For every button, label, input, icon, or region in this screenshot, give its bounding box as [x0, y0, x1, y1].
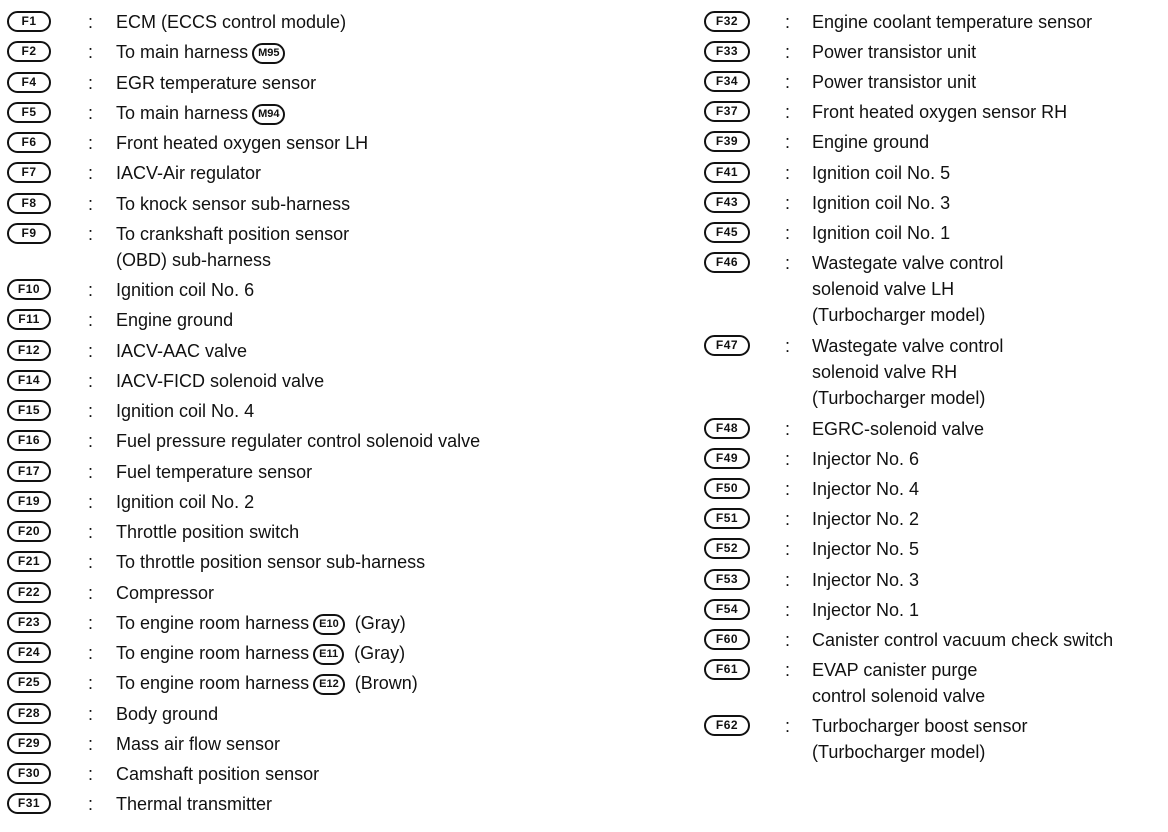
connector-description: [812, 9, 1092, 35]
connector-description: [812, 333, 1003, 411]
description-text: Ignition coil No. 3: [812, 192, 951, 213]
description-text: Injector No. 1: [812, 599, 920, 620]
description-line: [812, 9, 1092, 35]
description-text: Injector No. 4: [812, 479, 920, 500]
description-text: Injector No. 2: [812, 509, 920, 530]
separator-colon: :: [88, 582, 94, 603]
separator-colon: :: [88, 340, 94, 361]
separator-colon: :: [785, 162, 791, 183]
connector-code-badge: F5: [7, 102, 51, 123]
connector-description: [116, 549, 425, 575]
connector-code-badge: F29: [7, 733, 51, 754]
description-line: [812, 683, 985, 709]
description-text: Ignition coil No. 2: [116, 491, 255, 512]
connector-code-badge: F48: [704, 418, 750, 439]
description-text: Fuel pressure regulater control solenoid valve: [116, 431, 481, 452]
description-line: [116, 130, 368, 156]
description-line: [116, 368, 324, 394]
connector-code-badge: F37: [704, 101, 750, 122]
description-line: [812, 129, 929, 155]
description-line: [116, 39, 289, 65]
description-text: Power transistor unit: [812, 72, 977, 93]
description-text: (Turbocharger model): [812, 742, 986, 763]
separator-colon: :: [88, 42, 94, 63]
separator-colon: :: [88, 163, 94, 184]
description-text: Injector No. 6: [812, 449, 920, 470]
description-text: To engine room harness: [116, 673, 310, 694]
connector-code-badge: F43: [704, 192, 750, 213]
description-text: Engine coolant temperature sensor: [812, 12, 1093, 32]
description-text: IACV-AAC valve: [116, 340, 248, 361]
connector-code-badge: F50: [704, 478, 750, 499]
description-text: Fuel temperature sensor: [116, 461, 313, 482]
connector-description: [116, 70, 316, 96]
description-text: control solenoid valve: [812, 685, 986, 706]
description-text: Compressor: [116, 582, 215, 603]
description-text: EGR temperature sensor: [116, 72, 317, 93]
description-line: [116, 610, 406, 636]
description-line: [116, 580, 214, 606]
description-line: [116, 100, 289, 126]
description-line: [116, 160, 261, 186]
connector-description: [116, 9, 346, 35]
connector-description: [116, 640, 405, 666]
connector-description: [116, 761, 319, 787]
description-line: [116, 9, 346, 35]
separator-colon: :: [88, 133, 94, 153]
connector-description: [812, 713, 1027, 765]
description-text: Ignition coil No. 4: [116, 401, 255, 421]
description-text: Wastegate valve control: [812, 335, 1004, 356]
connector-code-badge: F60: [704, 629, 750, 650]
connector-code-badge: F10: [7, 279, 51, 300]
description-line: [812, 446, 919, 472]
description-line: [812, 359, 1003, 385]
separator-colon: :: [785, 42, 791, 63]
connector-description: [116, 100, 289, 126]
description-line: [116, 338, 247, 364]
description-line: [116, 247, 349, 273]
connector-code-badge: F20: [7, 521, 51, 542]
description-line: [116, 761, 319, 787]
description-line: [116, 277, 254, 303]
connector-description: [116, 307, 233, 333]
description-text: Engine ground: [812, 132, 930, 153]
description-line: [116, 70, 316, 96]
description-line: [812, 476, 919, 502]
connector-code-badge: F17: [7, 461, 51, 482]
description-text: Wastegate valve control: [812, 252, 1004, 273]
separator-colon: :: [785, 222, 791, 243]
separator-colon: :: [785, 449, 791, 470]
connector-description: [812, 416, 984, 442]
separator-colon: :: [785, 539, 791, 560]
harness-color-note: (Gray): [354, 643, 406, 663]
separator-colon: :: [88, 72, 94, 93]
separator-colon: :: [88, 461, 94, 482]
description-line: [812, 416, 984, 442]
connector-code-badge: F61: [704, 659, 750, 680]
description-line: [116, 398, 254, 424]
connector-description: [116, 338, 247, 364]
connector-code-badge: F52: [704, 538, 750, 559]
description-text: Injector No. 5: [812, 539, 920, 560]
description-text: To crankshaft position sensor: [116, 223, 350, 244]
separator-colon: :: [785, 252, 791, 273]
connector-description: [812, 69, 976, 95]
separator-colon: :: [88, 703, 94, 724]
harness-reference-badge: E12: [313, 674, 345, 695]
connector-description: [116, 191, 350, 217]
description-line: [116, 640, 405, 666]
connector-description: [812, 190, 950, 216]
connector-code-badge: F34: [704, 71, 750, 92]
harness-reference-badge: E10: [313, 614, 345, 635]
connector-code-badge: F4: [7, 72, 51, 93]
connector-description: [812, 250, 1003, 328]
description-line: [116, 731, 280, 757]
description-text: Ignition coil No. 5: [812, 162, 951, 183]
connector-description: [116, 731, 280, 757]
connector-code-badge: F46: [704, 252, 750, 273]
description-line: [116, 307, 233, 333]
separator-colon: :: [785, 659, 791, 680]
separator-colon: :: [785, 629, 791, 650]
connector-code-badge: F45: [704, 222, 750, 243]
description-text: Injector No. 3: [812, 569, 920, 590]
description-line: [812, 220, 950, 246]
separator-colon: :: [88, 673, 94, 694]
connector-description: [116, 130, 368, 156]
connector-code-badge: F39: [704, 131, 750, 152]
connector-code-badge: F25: [7, 672, 51, 693]
connector-description: [812, 476, 919, 502]
description-line: [116, 191, 350, 217]
description-line: [116, 670, 418, 696]
description-text: EGRC-solenoid valve: [812, 419, 985, 439]
description-line: [812, 627, 1113, 653]
connector-description: [116, 39, 289, 65]
connector-code-badge: F16: [7, 430, 51, 451]
connector-code-badge: F15: [7, 400, 51, 421]
separator-colon: :: [88, 310, 94, 331]
description-text: Turbocharger boost sensor: [812, 716, 1028, 737]
description-line: [812, 567, 919, 593]
description-text: Camshaft position sensor: [116, 764, 320, 784]
description-text: ECM (ECCS control module): [116, 12, 347, 32]
separator-colon: :: [785, 102, 791, 123]
description-text: To engine room harness: [116, 612, 310, 633]
connector-code-badge: F1: [7, 11, 51, 32]
connector-description: [812, 446, 919, 472]
description-line: [812, 69, 976, 95]
description-text: Power transistor unit: [812, 42, 977, 63]
description-line: [812, 160, 950, 186]
separator-colon: :: [785, 192, 791, 213]
description-text: solenoid valve LH: [812, 278, 955, 299]
description-line: [116, 519, 299, 545]
connector-description: [116, 580, 214, 606]
connector-code-badge: F22: [7, 582, 51, 603]
connector-description: [116, 277, 254, 303]
harness-color-note: (Gray): [354, 612, 406, 633]
description-text: (Turbocharger model): [812, 304, 986, 325]
separator-colon: :: [88, 522, 94, 542]
connector-code-badge: F19: [7, 491, 51, 512]
separator-colon: :: [88, 401, 94, 421]
connector-code-badge: F51: [704, 508, 750, 529]
description-text: To main harness: [116, 42, 249, 63]
separator-colon: :: [88, 431, 94, 452]
connector-description: [116, 459, 312, 485]
description-line: [812, 276, 1003, 302]
description-line: [812, 99, 1067, 125]
connector-description: [116, 701, 218, 727]
connector-code-badge: F31: [7, 793, 51, 814]
connector-description: [812, 627, 1113, 653]
description-text: Throttle position switch: [116, 522, 300, 542]
separator-colon: :: [88, 764, 94, 784]
connector-description: [116, 160, 261, 186]
connector-description: [116, 368, 324, 394]
description-line: [116, 549, 425, 575]
description-text: Ignition coil No. 6: [116, 280, 255, 300]
description-text: Front heated oxygen sensor LH: [116, 133, 369, 153]
description-text: (Turbocharger model): [812, 387, 986, 408]
connector-code-badge: F14: [7, 370, 51, 391]
connector-description: [116, 791, 272, 817]
connector-code-badge: F49: [704, 448, 750, 469]
description-text: IACV-FICD solenoid valve: [116, 370, 325, 391]
description-line: [812, 385, 1003, 411]
connector-code-badge: F54: [704, 599, 750, 620]
connector-description: [812, 597, 919, 623]
connector-code-badge: F62: [704, 715, 750, 736]
description-line: [812, 39, 976, 65]
description-line: [812, 657, 985, 683]
description-line: [812, 190, 950, 216]
connector-description: [812, 160, 950, 186]
connector-description: [116, 489, 254, 515]
separator-colon: :: [88, 612, 94, 633]
separator-colon: :: [785, 716, 791, 737]
separator-colon: :: [88, 280, 94, 300]
separator-colon: :: [88, 223, 94, 244]
connector-description: [812, 99, 1067, 125]
description-text: Canister control vacuum check switch: [812, 629, 1114, 650]
connector-description: [812, 506, 919, 532]
description-line: [116, 791, 272, 817]
harness-reference-badge: M95: [252, 43, 285, 64]
separator-colon: :: [88, 643, 94, 663]
description-line: [116, 459, 312, 485]
harness-reference-badge: M94: [252, 104, 285, 125]
separator-colon: :: [88, 102, 94, 123]
description-text: Ignition coil No. 1: [812, 222, 951, 243]
connector-code-badge: F9: [7, 223, 51, 244]
connector-code-badge: F7: [7, 162, 51, 183]
separator-colon: :: [785, 569, 791, 590]
description-text: Front heated oxygen sensor RH: [812, 102, 1068, 123]
separator-colon: :: [88, 12, 94, 32]
separator-colon: :: [785, 72, 791, 93]
separator-colon: :: [88, 552, 94, 573]
description-text: Thermal transmitter: [116, 794, 273, 815]
separator-colon: :: [785, 132, 791, 153]
description-text: To throttle position sensor sub-harness: [116, 552, 426, 573]
description-line: [812, 302, 1003, 328]
description-text: EVAP canister purge: [812, 659, 978, 680]
separator-colon: :: [88, 491, 94, 512]
description-line: [116, 428, 480, 454]
harness-color-note: (Brown): [354, 673, 418, 694]
description-text: solenoid valve RH: [812, 361, 958, 382]
connector-description: [812, 536, 919, 562]
connector-code-badge: F21: [7, 551, 51, 572]
separator-colon: :: [88, 733, 94, 754]
connector-code-badge: F12: [7, 340, 51, 361]
connector-code-badge: F2: [7, 41, 51, 62]
separator-colon: :: [785, 12, 791, 32]
connector-description: [812, 657, 985, 709]
description-line: [812, 597, 919, 623]
description-line: [812, 536, 919, 562]
description-line: [812, 739, 1027, 765]
description-text: IACV-Air regulator: [116, 163, 262, 184]
separator-colon: :: [88, 193, 94, 214]
description-line: [116, 701, 218, 727]
separator-colon: :: [785, 419, 791, 439]
separator-colon: :: [88, 370, 94, 391]
connector-description: [812, 129, 929, 155]
connector-code-badge: F24: [7, 642, 51, 663]
description-text: Mass air flow sensor: [116, 733, 281, 754]
connector-code-badge: F41: [704, 162, 750, 183]
connector-description: [812, 220, 950, 246]
description-line: [812, 250, 1003, 276]
description-text: To engine room harness: [116, 643, 310, 663]
connector-code-badge: F28: [7, 703, 51, 724]
separator-colon: :: [785, 509, 791, 530]
description-text: Body ground: [116, 703, 219, 724]
connector-description: [116, 221, 349, 273]
description-line: [812, 333, 1003, 359]
separator-colon: :: [785, 479, 791, 500]
description-text: To knock sensor sub-harness: [116, 193, 351, 214]
separator-colon: :: [785, 335, 791, 356]
connector-code-badge: F32: [704, 11, 750, 32]
connector-description: [116, 519, 299, 545]
connector-code-badge: F47: [704, 335, 750, 356]
connector-code-badge: F53: [704, 569, 750, 590]
separator-colon: :: [88, 794, 94, 815]
description-line: [116, 221, 349, 247]
connector-code-badge: F6: [7, 132, 51, 153]
harness-reference-badge: E11: [313, 644, 344, 665]
connector-code-badge: F30: [7, 763, 51, 784]
description-text: (OBD) sub-harness: [116, 249, 272, 270]
connector-description: [116, 670, 418, 696]
connector-code-badge: F23: [7, 612, 51, 633]
connector-code-badge: F8: [7, 193, 51, 214]
connector-description: [116, 428, 480, 454]
separator-colon: :: [785, 599, 791, 620]
connector-description: [116, 610, 406, 636]
connector-code-badge: F11: [7, 309, 51, 330]
description-text: Engine ground: [116, 310, 234, 331]
description-text: To main harness: [116, 102, 249, 123]
connector-description: [812, 567, 919, 593]
description-line: [812, 506, 919, 532]
connector-description: [116, 398, 254, 424]
description-line: [812, 713, 1027, 739]
connector-description: [812, 39, 976, 65]
description-line: [116, 489, 254, 515]
connector-code-badge: F33: [704, 41, 750, 62]
